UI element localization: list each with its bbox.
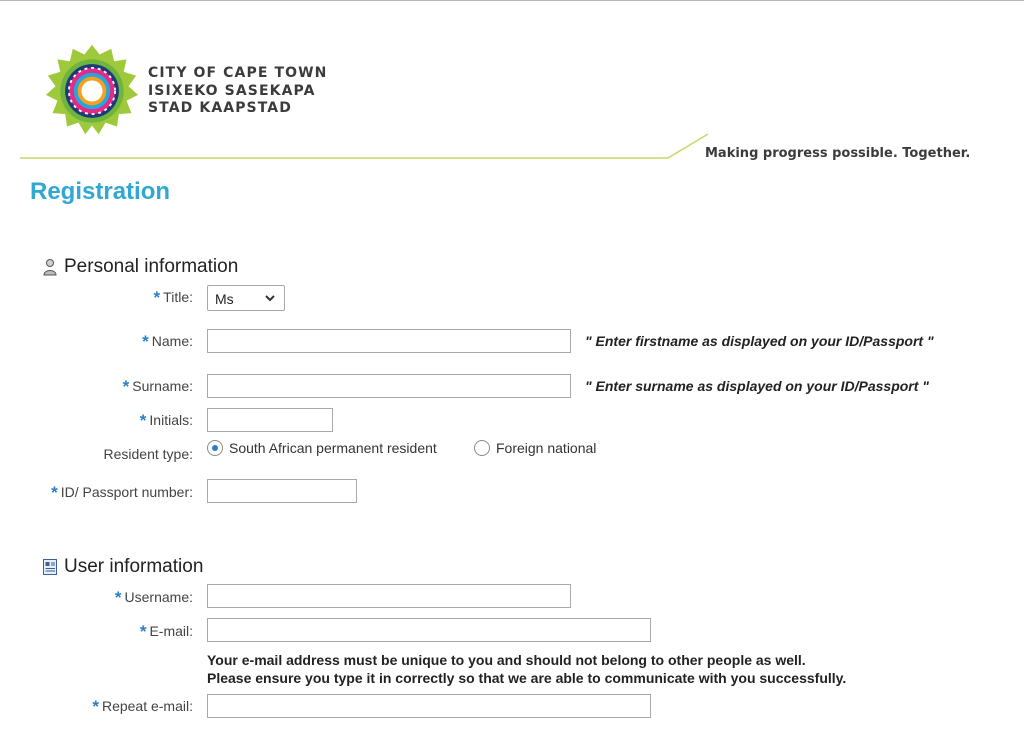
initials-label: * Initials: bbox=[139, 411, 193, 430]
title-select-value: Ms bbox=[215, 291, 234, 307]
chevron-down-icon bbox=[264, 292, 276, 304]
email-note-line-2: Please ensure you type it in correctly so that we are able to communicate with you successfully. bbox=[207, 670, 847, 686]
name-hint: " Enter firstname as displayed on your ID/Passport " bbox=[585, 333, 934, 349]
required-marker: * bbox=[139, 411, 147, 430]
name-field[interactable] bbox=[207, 329, 571, 353]
email-note-line-1: Your e-mail address must be unique to you and should not belong to other people as well. bbox=[207, 652, 806, 668]
user-card-icon bbox=[42, 558, 58, 576]
name-label: * Name: bbox=[142, 332, 193, 351]
repeat-email-field[interactable] bbox=[207, 694, 651, 718]
user-info-heading-text: User information bbox=[64, 556, 204, 577]
initials-field[interactable] bbox=[207, 408, 333, 432]
personal-info-heading-text: Personal information bbox=[64, 256, 239, 277]
radio-foreign-national[interactable] bbox=[474, 440, 596, 456]
username-label: * Username: bbox=[114, 588, 193, 607]
required-marker: * bbox=[153, 288, 161, 307]
surname-field[interactable] bbox=[207, 374, 571, 398]
required-marker: * bbox=[51, 483, 58, 502]
email-field[interactable] bbox=[207, 618, 651, 642]
radio-label: Foreign national bbox=[496, 440, 597, 456]
tagline: Making progress possible. Together. bbox=[705, 146, 971, 161]
required-marker: * bbox=[142, 332, 149, 351]
required-marker: * bbox=[114, 588, 122, 607]
resident-type-label: Resident type: bbox=[103, 446, 193, 462]
brand-line-3: STAD KAAPSTAD bbox=[148, 100, 292, 116]
title-select[interactable] bbox=[207, 285, 285, 311]
surname-label: * Surname: bbox=[122, 377, 193, 396]
id-passport-label: * ID/ Passport number: bbox=[51, 483, 193, 502]
repeat-email-label: * Repeat e-mail: bbox=[92, 697, 193, 716]
person-icon bbox=[42, 258, 58, 276]
required-marker: * bbox=[122, 377, 130, 396]
brand-name bbox=[148, 65, 328, 118]
personal-info-heading bbox=[42, 256, 238, 278]
email-note bbox=[207, 651, 846, 687]
radio-button-selected[interactable] bbox=[207, 440, 223, 456]
page-title: Registration bbox=[30, 178, 171, 205]
radio-south-african-resident[interactable] bbox=[207, 440, 437, 456]
city-logo-icon bbox=[44, 43, 140, 139]
brand-line-1: CITY OF CAPE TOWN bbox=[148, 65, 328, 81]
radio-label: South African permanent resident bbox=[229, 440, 437, 456]
username-field[interactable] bbox=[207, 584, 571, 608]
radio-button[interactable] bbox=[474, 440, 490, 456]
user-info-heading bbox=[42, 556, 203, 578]
required-marker: * bbox=[92, 697, 99, 716]
id-passport-field[interactable] bbox=[207, 479, 357, 503]
top-border bbox=[0, 0, 1024, 1]
required-marker: * bbox=[139, 622, 147, 641]
email-label: * E-mail: bbox=[139, 622, 193, 641]
brand-line-2: ISIXEKO SASEKAPA bbox=[148, 82, 316, 99]
surname-hint: " Enter surname as displayed on your ID/Passport " bbox=[585, 378, 929, 394]
title-label: * Title: bbox=[153, 288, 193, 307]
